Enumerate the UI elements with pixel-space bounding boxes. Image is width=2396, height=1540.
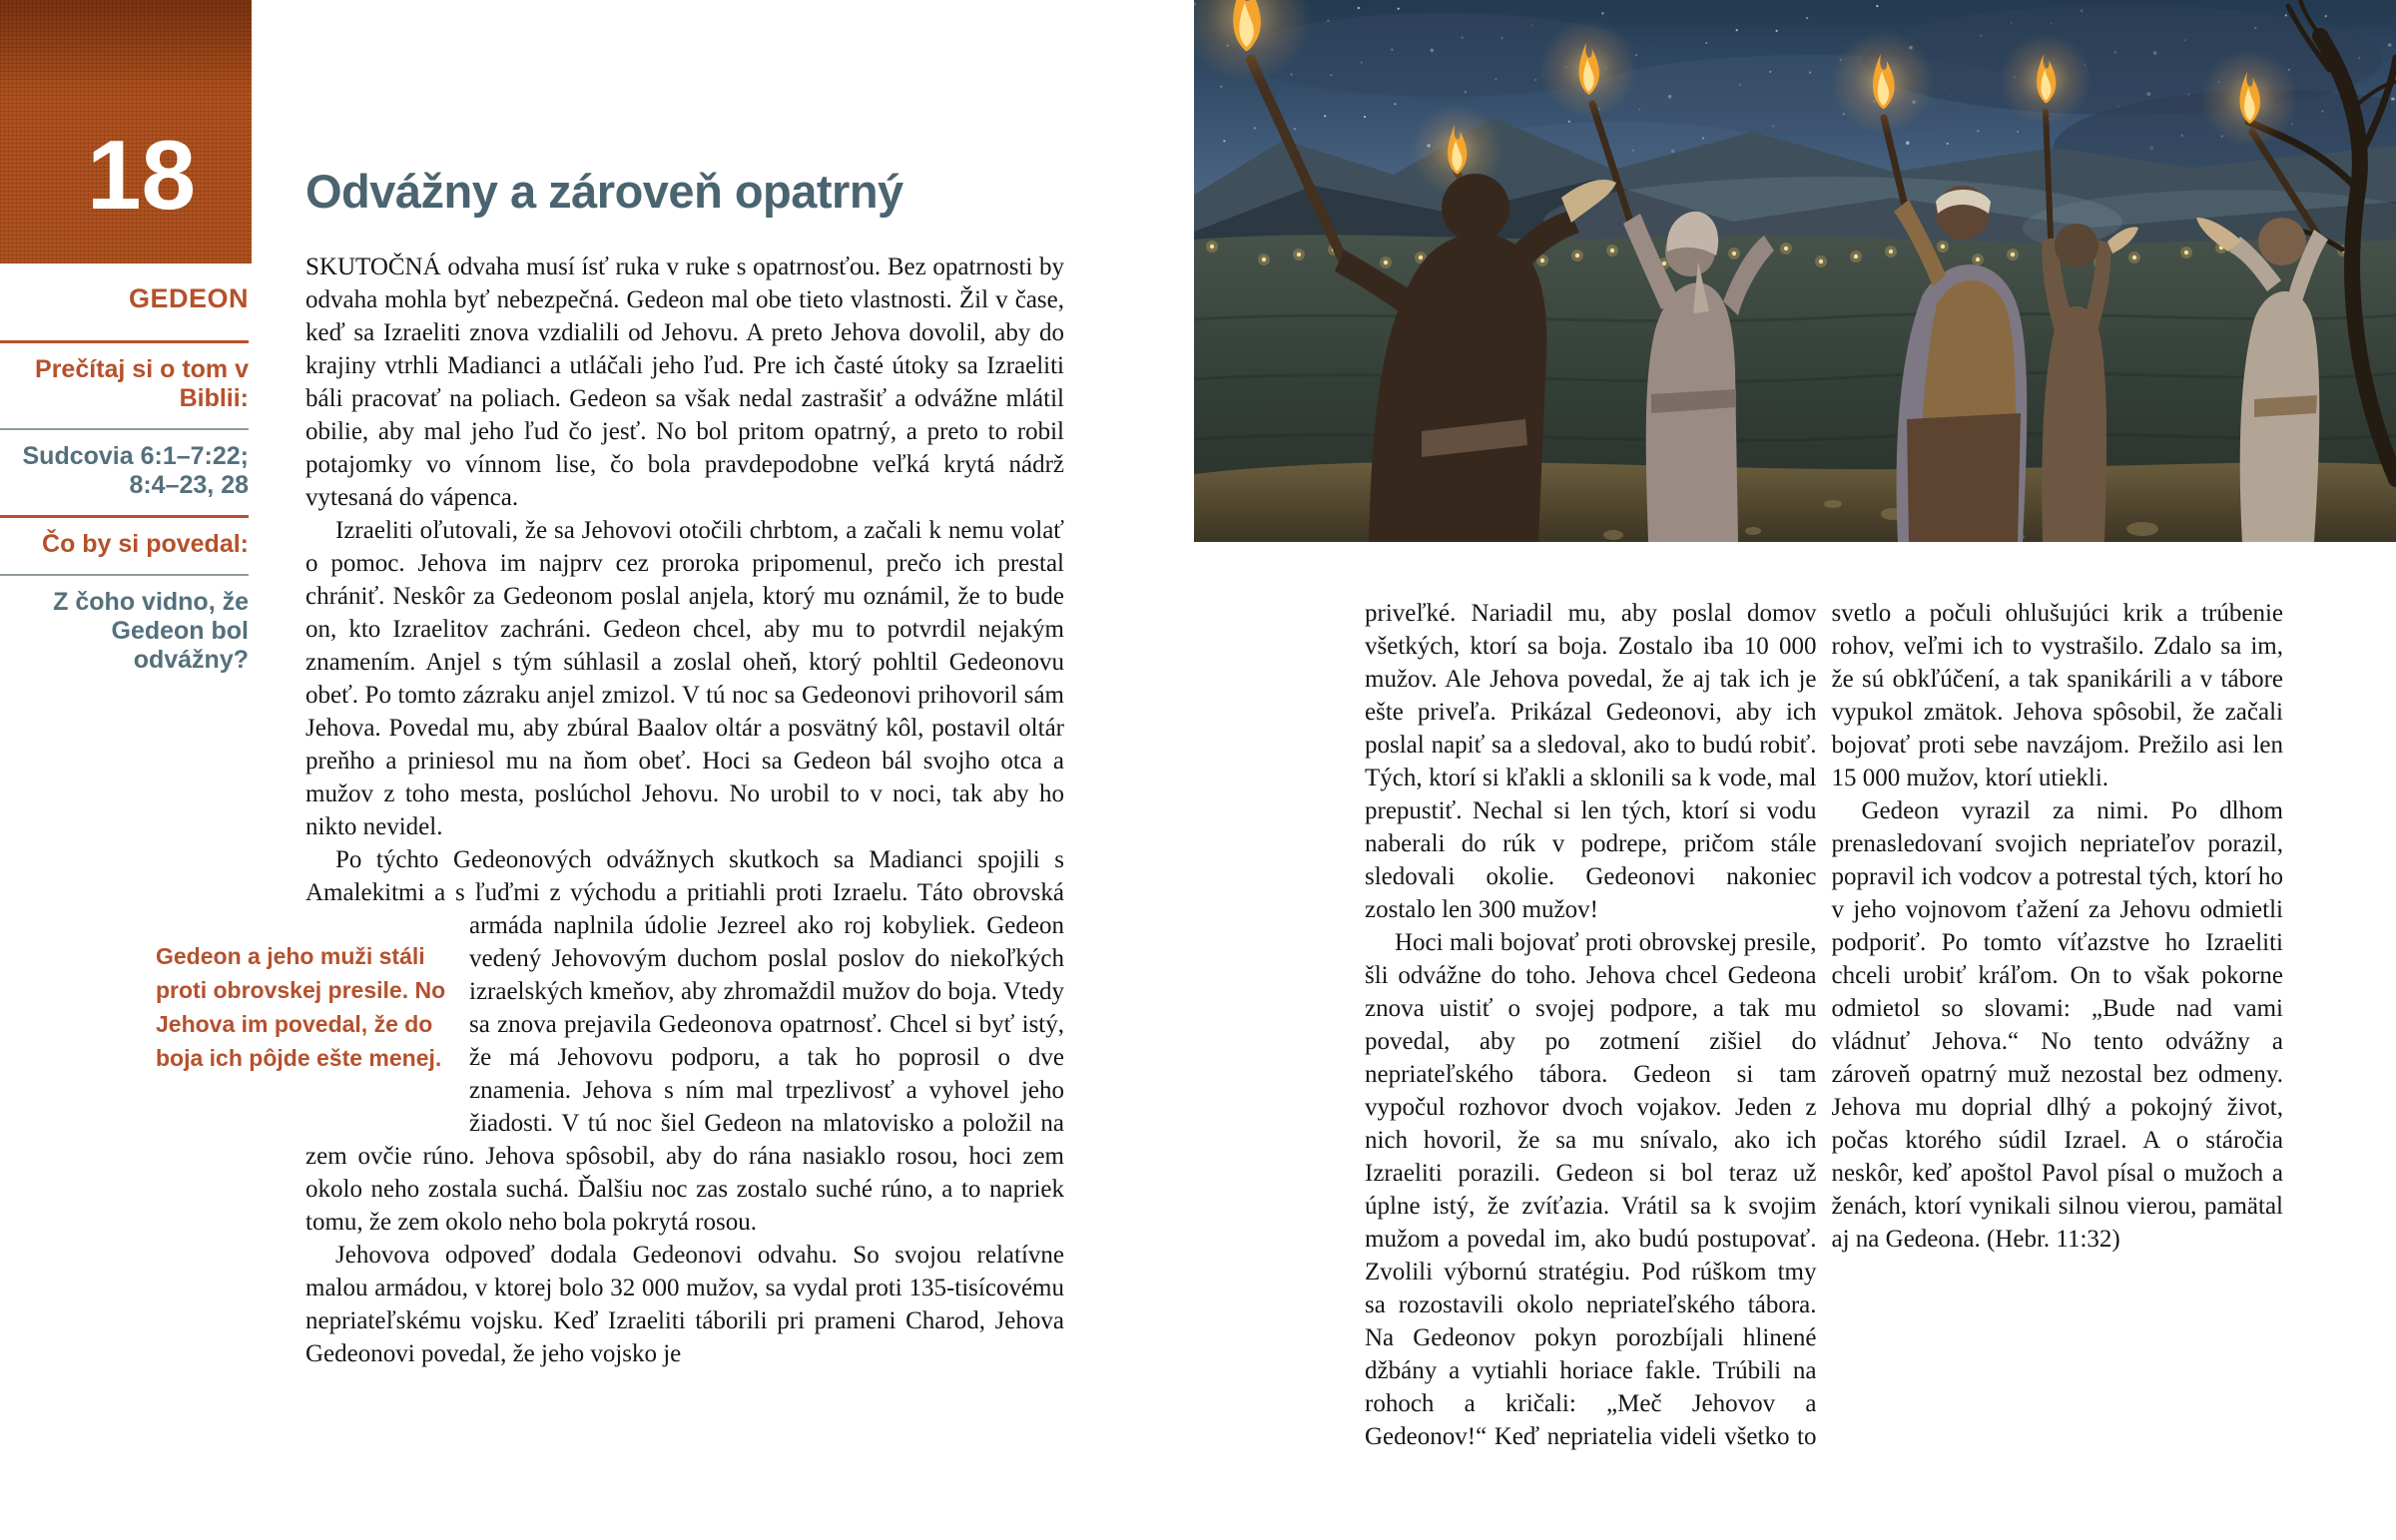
person-name: GEDEON — [128, 283, 249, 313]
article — [156, 165, 1065, 1370]
bible-reference: Sudcovia 6:1–7:22; 8:4–23, 28 — [22, 442, 249, 499]
divider — [0, 574, 249, 576]
divider — [0, 340, 249, 343]
paragraph-4-continued: priveľké. Nariadil mu, aby poslal domov všetkých, ktorí sa boja. Zostalo iba 10 000 mužov. Ale Jehova povedal, že aj tak ich je ešte priveľa. Prikázal Gedeonovi, aby ich poslal napiť sa a sledoval, ako to budú robiť. Tých, ktorí si kľakli a sklonili sa k vode, mal prepustiť. Nechal si len tých, ktorí si vodu naberali do rúk v podrepe, pričom stále sledovali okolie. Gedeonovi nakoniec zostalo len 300 mužov! — [1365, 600, 1817, 923]
divider — [0, 515, 249, 518]
paragraph-5: Hoci mali bojovať proti obrovskej presile, šli odvážne do toho. Jehova chcel Gedeona znova uistiť o svojej podpore, a tak mu povedal, aby po zotmení zišiel do nepriateľského tábora. Gedeon si tam vypočul rozhovor dvoch vojakov. Jeden z nich hovoril, že sa mu snívalo, ako ich Izraeliti porazili. Gedeon si bol teraz už úplne istý, že zvíťazia. Vrátil sa k svojim mužom a povedal im, ako budú postupovať. Zvolili výbornú stratégiu. Pod rúškom tmy sa rozostavili okolo nepriateľského tábora. Na Gedeonov pokyn porozbíjali hlinené džbány a vytiahli horiace fakle. Trúbili na rohoch a kričali: „Meč Jehovov a Gedeonov!“ Keď nepriatelia videli všetko to svetlo a počuli ohlušujúci krik a trúbenie rohov, veľmi ich to vystrašilo. Zdalo sa im, že sú obkľúčení, a tak spanikárili a v tábore vypukol zmätok. Jehova spôsobil, že začali bojovať proti sebe navzájom. Prežilo asi len 15 000 mužov, ktorí utiekli. — [1365, 600, 2283, 1450]
chapter-number-block — [0, 0, 252, 263]
read-label: Prečítaj si o tom v Biblii: — [35, 355, 249, 412]
paragraph-2: Izraeliti oľutovali, že sa Jehovovi otočili chrbtom, a začali k nemu volať o pomoc. Jehova im najprv cez proroka pripomenul, prečo ich prestal chrániť. Neskôr za Gedeonom poslal anjela, ktorý mu oznámil, že to bude on, kto Izraelitov zachráni. Gedeon chcel, aby mu to potvrdil nejakým znamením. Anjel s tým súhlasil a zoslal oheň, ktorý pohltil Gedeonovu obeť. Po tomto zázraku anjel zmizol. V tú noc sa Gedeonovi prihovoril sám Jehova. Povedal mu, aby zbúral Baalov oltár a posvätný kôl, postavil oltár preňho a priniesol mu na ňom obeť. Hoci sa Gedeon bál svojho otca a mužov z toho mesta, poslúchol Jehovu. No urobil to v noci, tak aby ho nikto nevidel. — [305, 516, 1064, 840]
chapter-number: 18 — [86, 120, 196, 230]
paragraph-3-end: obrovská armáda naplnila údolie Jezreel ako roj kobyliek. Gedeon vedený Jehovovým duchom poslal poslov do niekoľkých izraelských kmeňov, aby zhromaždil mužov do boja. Vtedy sa znova prejavila Gedeonova opatrnosť. Chcel si byť istý, že má Jehovovu podporu, a tak ho poprosil o dve znamenia. Jehova s ním mal trpezlivosť a vyhovel jeho žiadosti. V tú noc šiel Gedeon na mlatovisko a položil na zem ovčie rúno. Jehova spôsobil, aby do rána nasiaklo rosou, hoci zem okolo neho zostala suchá. Ďalšiu noc zas zostalo suché rúno, a to napriek tomu, že zem okolo neho bola pokrytá rosou. — [305, 878, 1065, 1236]
divider — [0, 428, 249, 430]
paragraph-3-start: Po týchto Gedeonových odvážnych skutkoch sa Madianci spojili s Amalekitmi a s ľuďmi z východu a pritiahli proti Izraelu. Táto — [305, 845, 1064, 906]
say-label: Čo by si povedal: — [42, 530, 249, 558]
continued-text-columns — [1365, 597, 2283, 1469]
paragraph-4: Jehovova odpoveď dodala Gedeonovi odvahu. So svojou relatívne malou armádou, v ktorej bolo 32 000 mužov, sa vydal proti 135-tisícovému nepriateľskému vojsku. Keď Izraeliti táborili pri prameni Charod, Jehova Gedeonovi povedal, že jeho vojsko je — [305, 1241, 1064, 1367]
night-torches-illustration — [1194, 0, 2396, 542]
article-title: Odvážny a zároveň opatrný — [305, 165, 903, 218]
paragraph-6: Gedeon vyrazil za nimi. Po dlhom prenasledovaní svojich nepriateľov porazil, popravil ich vodcov a potrestal tých, ktorí ho v jeho vojnovom ťažení za Jehovu odmietli podporiť. Po tomto víťazstve ho Izraeliti chceli urobiť kráľom. On to však pokorne odmietol so slovami: „Bude nad vami vládnuť Jehova.“ No tento odvážny a zároveň opatrný muž nezostal bez odmeny. Jehova mu doprial dlhý a pokojný život, počas ktorého súdil Izrael. A o stáročia neskôr, keď apoštol Pavol písal o mužoch a ženách, ktorí vynikali silnou vierou, pamätal aj na Gedeona. (Hebr. 11:32) — [1831, 797, 2283, 1253]
pull-quote-text: Gedeon a jeho muži stáli proti obrovskej presile. No Jehova im povedal, že do boja ich pôjde ešte menej. — [156, 942, 446, 1071]
paragraph-3 — [156, 843, 1065, 1239]
pull-quote — [156, 915, 447, 1113]
say-question: Z čoho vidno, že Gedeon bol odvážny? — [53, 588, 249, 674]
paragraph-1: SKUTOČNÁ odvaha musí ísť ruka v ruke s opatrnosťou. Bez opatrnosti by odvaha mohla byť nebezpečná. Gedeon mal obe tieto vlastnosti. Žil v čase, keď sa Izraeliti znova vzdialili od Jehovu. A preto Jehova dovolil, aby do krajiny vtrhli Madianci a utláčali jeho ľud. Pre ich časté útoky sa Izraeliti báli pracovať na poliach. Gedeon sa však nedal zastrašiť a odvážne mlátil obilie, aby mal jeho ľud čo jesť. No bol pritom opatrný, a preto to robil potajomky vo vínnom lise, čo bola pravdepodobne veľká krytá nádrž vytesaná do vápenca. — [305, 253, 1064, 511]
sidebar — [0, 283, 249, 690]
illustration-canvas — [1194, 0, 2396, 542]
